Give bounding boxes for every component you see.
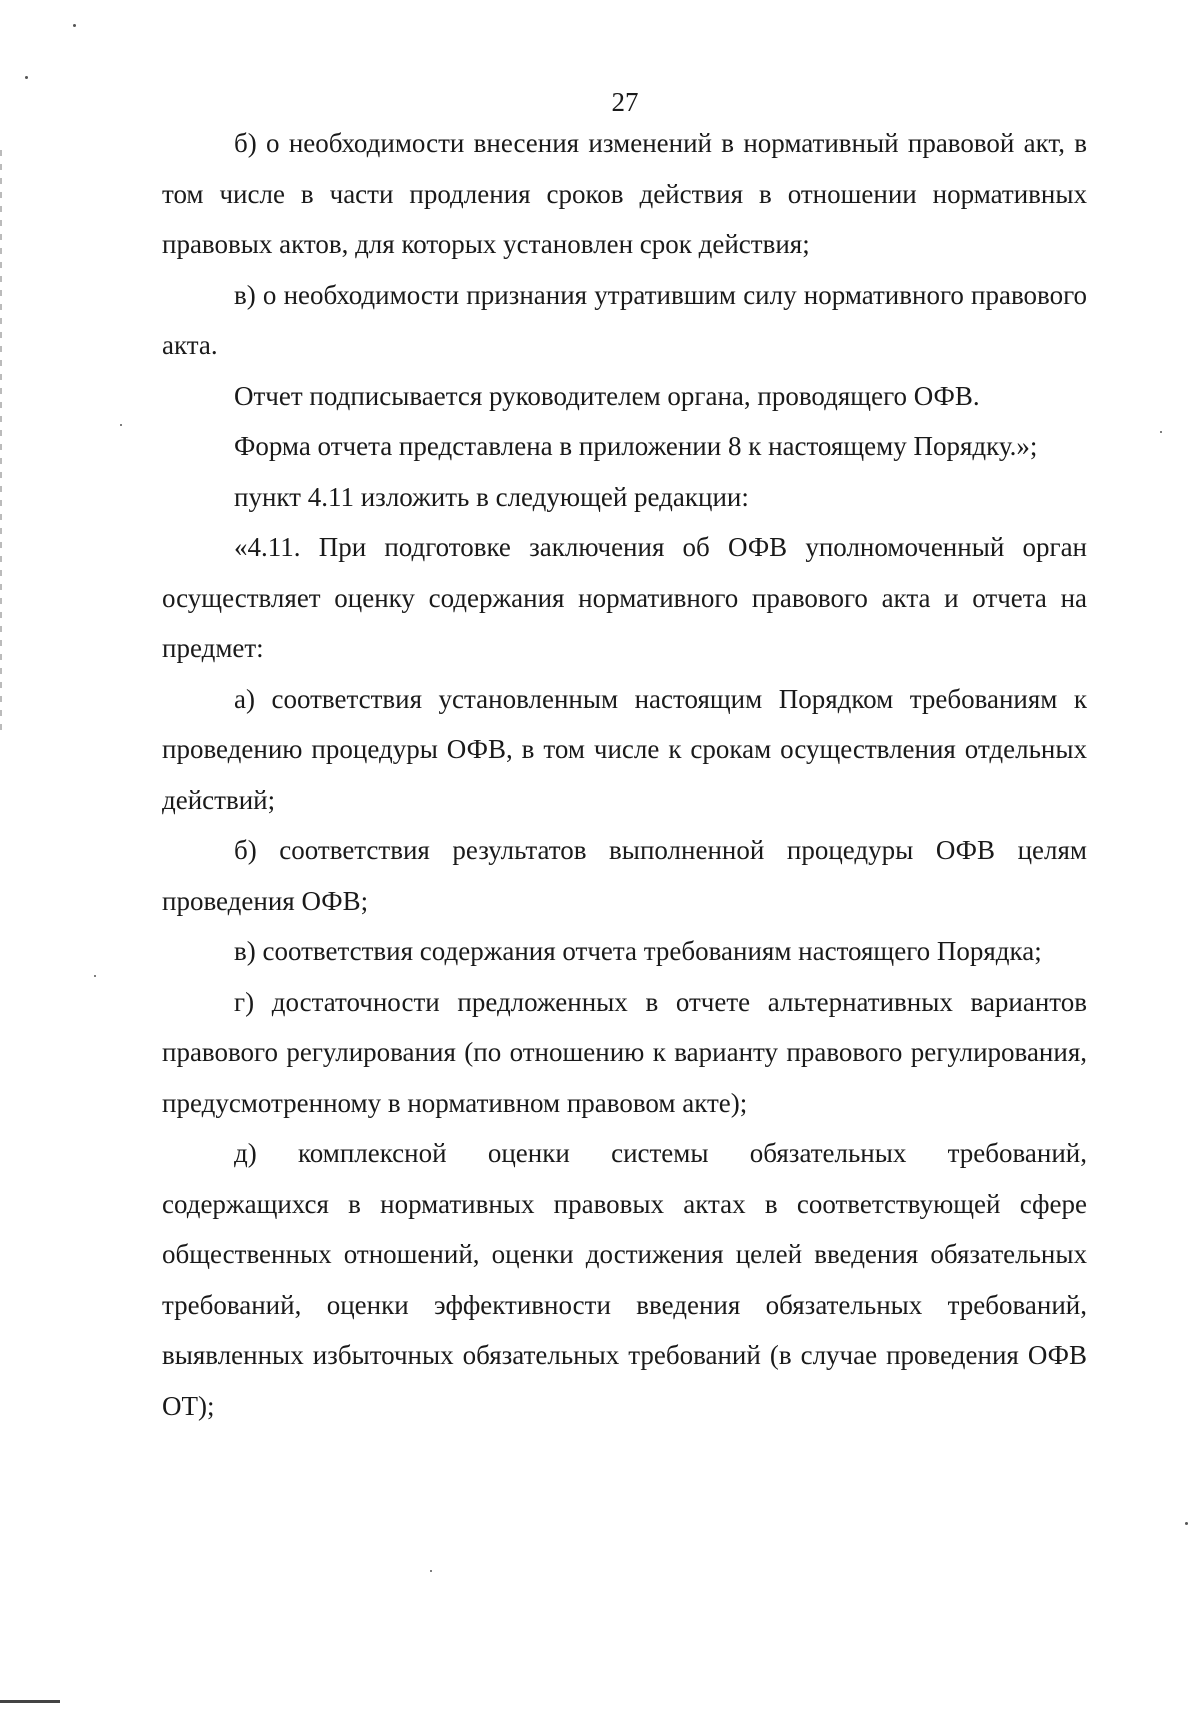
paragraph: а) соответствия установленным настоящим Порядком требованиям к проведению процедуры ОФВ, в том числе к срокам осуществления отдельных действий; [162,683,1087,815]
paragraph: д) комплексной оценки системы обязательных требований, содержащихся в нормативных правовых актах в соответствующей сфере общественных отношений, оценки достижения целей введения обязательных требований, оценки эффективности введения обязательных требований, выявленных избыточных обязательных требований (в случае проведения ОФВ ОТ); [162,1138,1087,1421]
page-number: 27 [611,87,639,117]
scan-speck [73,24,76,27]
paragraph: г) достаточности предложенных в отчете альтернативных вариантов правового регулирования (по отношению к варианту правового регулирования, предусмотренному в нормативном правовом акте); [162,986,1087,1118]
paragraph: Отчет подписывается руководителем органа, проводящего ОФВ. [234,380,980,411]
paragraph: «4.11. При подготовке заключения об ОФВ уполномоченный орган осуществляет оценку содержания нормативного правового акта и отчета на предмет: [162,532,1087,663]
scan-speck [1160,431,1162,433]
scan-speck [430,1570,432,1572]
paragraph: Форма отчета представлена в приложении 8 к настоящему Порядку.»; [234,431,1038,461]
paragraph: в) о необходимости признания утратившим силу нормативного правового акта. [162,279,1087,360]
scan-speck [1185,1522,1188,1525]
scan-edge-artifact [0,150,2,730]
paragraph: б) о необходимости внесения изменений в нормативный правовой акт, в том числе в части продления сроков действия в отношении нормативных правовых актов, для которых установлен срок действия; [162,128,1087,259]
scan-speck [120,424,122,426]
scan-speck [25,76,28,79]
paragraph: пункт 4.11 изложить в следующей редакции: [234,481,749,512]
scan-edge-artifact [0,1700,60,1703]
document-body [162,118,1087,1431]
scan-speck [94,975,96,977]
paragraph: б) соответствия результатов выполненной процедуры ОФВ целям проведения ОФВ; [162,835,1087,916]
paragraph: в) соответствия содержания отчета требованиям настоящего Порядка; [234,936,1042,966]
